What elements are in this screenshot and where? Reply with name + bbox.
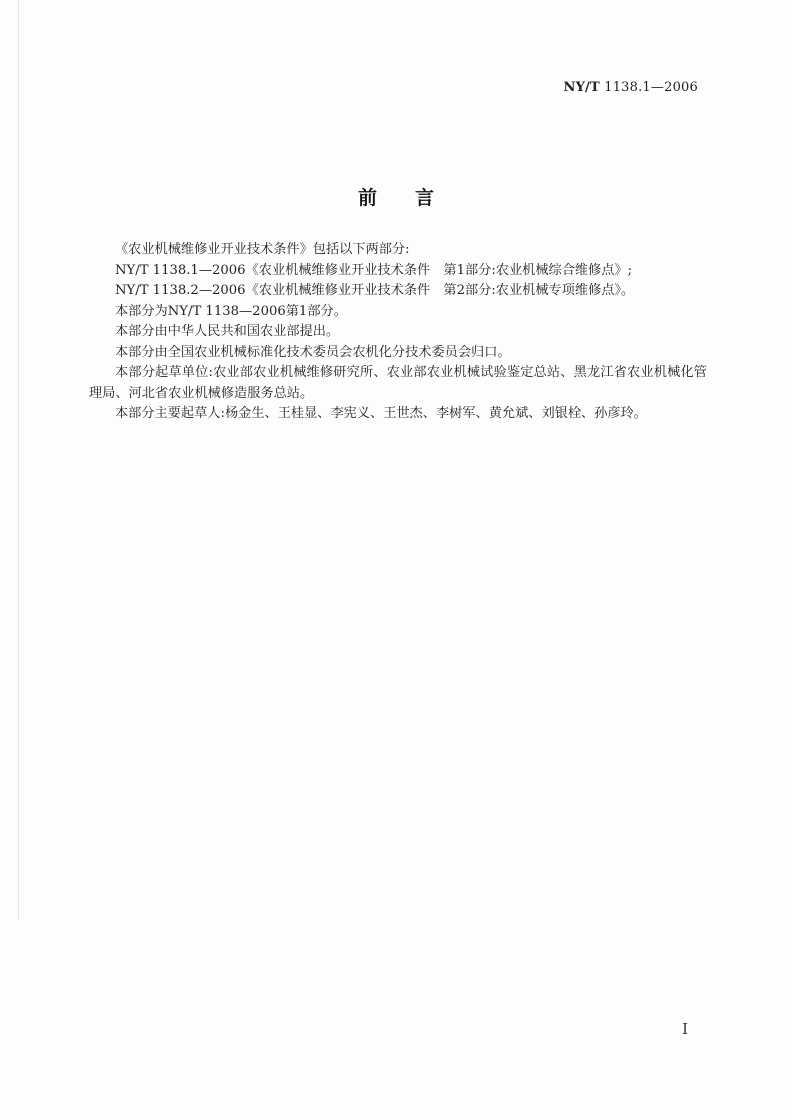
paragraph-drafters: 本部分主要起草人:杨金生、王桂显、李宪义、王世杰、李树军、黄允斌、刘银栓、孙彦玲。 — [115, 406, 647, 421]
paragraph-managed-by: 本部分由全国农业机械标准化技术委员会农机化分技术委员会归口。 — [115, 344, 511, 360]
foreword-body — [89, 240, 707, 425]
standard-code-number: 1138.1—2006 — [604, 80, 698, 95]
standard-code — [563, 80, 698, 95]
page-number: I — [682, 1020, 688, 1038]
standard-code-prefix: NY/T — [563, 80, 600, 95]
paragraph-part1: NY/T 1138.1—2006《农业机械维修业开业技术条件 第1部分:农业机械综合维修点》; — [115, 262, 633, 278]
paragraph-this-part: 本部分为NY/T 1138—2006第1部分。 — [115, 303, 347, 319]
page-title: 前言 — [357, 187, 472, 209]
paragraph-part2: NY/T 1138.2—2006《农业机械维修业开业技术条件 第2部分:农业机械专项维修点》。 — [115, 283, 635, 298]
paragraph-proposed-by: 本部分由中华人民共和国农业部提出。 — [115, 324, 340, 339]
paragraph-drafting-units: 本部分起草单位:农业部农业机械维修研究所、农业部农业机械试验鉴定总站、黑龙江省农业机械化管理局、河北省农业机械修造服务总站。 — [89, 365, 707, 401]
scan-edge-line — [18, 0, 19, 920]
paragraph-intro: 《农业机械维修业开业技术条件》包括以下两部分: — [115, 242, 410, 257]
